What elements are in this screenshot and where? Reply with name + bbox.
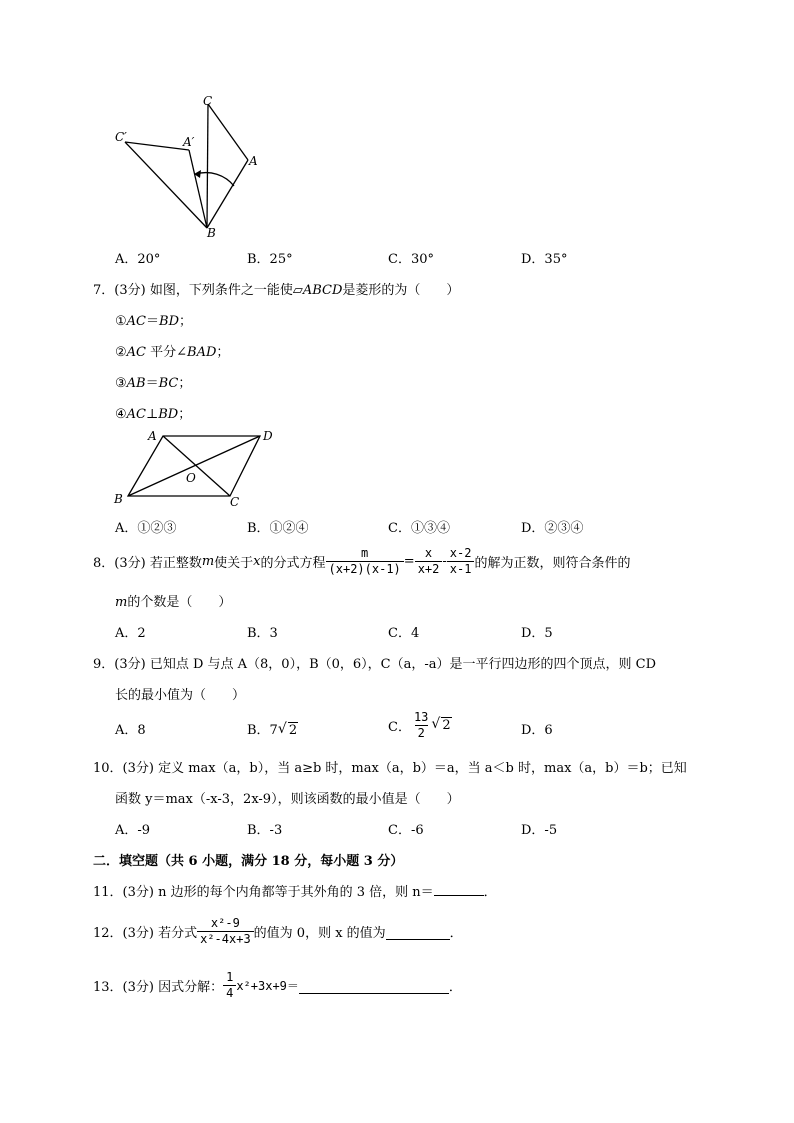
q9-option-a: A．8 <box>115 723 146 738</box>
q8-option-a: A．2 <box>115 626 146 641</box>
q9-option-b: B．7 √ 2 <box>247 721 298 738</box>
q10-option-a: A．-9 <box>115 823 151 838</box>
q7-condition-4: ④AC⊥BD； <box>115 407 192 422</box>
q7-condition-3: ③AB＝BC； <box>115 376 192 391</box>
section-heading: 二．填空题（共 6 小题，满分 18 分，每小题 3 分） <box>93 854 404 869</box>
q10-stem: 10．(3分) 定义 max（a，b），当 a≥b 时，max（a，b）＝a，当 a＜b 时，max（a，b）＝b；已知 <box>93 761 687 776</box>
label-A-prime: A′ <box>183 135 195 149</box>
q6-option-a: A．20° <box>115 252 161 267</box>
q7-stem: 7．(3分) 如图，下列条件之一能使▱ABCD是菱形的为（ ） <box>93 283 460 298</box>
q13-stem: 13．(3分) 因式分解： $\frac{1}{4}$ x²+3x+9＝ ． <box>93 970 462 1000</box>
q7-option-a: A．①②③ <box>115 521 177 536</box>
q7-condition-1: ①AC＝BD； <box>115 314 193 329</box>
label-A: A <box>249 154 258 168</box>
q13-fraction: $\frac{1}{4}$ <box>223 970 236 1001</box>
label-D: D <box>263 429 273 443</box>
q9-stem-line2: 长的最小值为（ ） <box>115 688 246 703</box>
q9-option-c: C． $\frac{13}{2}$ √ 2 <box>388 710 451 740</box>
q6-option-c: C．30° <box>388 252 434 267</box>
q12-stem: 12．(3分) 若分式 $\frac{\text{x²-9}}{\text{x²-4x+3}}$ 的值为 0，则 x 的值为 ． <box>93 916 463 946</box>
q6-option-d: D．35° <box>521 252 568 267</box>
q8-stem: 8．(3分) 若正整数 m 使关于 x 的分式方程 $\frac{m}{(x+2)(x-1)}$ = $\frac{x}{x+2}$ - $\frac{x-2}{x-1}$ 的解为正数，则符合条件的 <box>93 546 631 576</box>
q10-stem-line2: 函数 y＝max（-x-3，2x-9），则该函数的最小值是（ ） <box>115 792 460 807</box>
parallelogram-figure <box>108 426 283 510</box>
q6-option-b: B．25° <box>247 252 293 267</box>
q8-option-c: C．4 <box>388 626 420 641</box>
q11-stem: 11．(3分) n 边形的每个内角都等于其外角的 3 倍，则 n＝ ． <box>93 885 497 900</box>
label-O: O <box>186 471 196 485</box>
q7-option-c: C．①③④ <box>388 521 450 536</box>
q9-stem: 9．(3分) 已知点 D 与点 A（8，0），B（0，6），C（a，-a）是一平行四边形的四个顶点，则 CD <box>93 657 657 672</box>
q9-option-d: D．6 <box>521 723 553 738</box>
label-A: A <box>148 429 157 443</box>
label-C-prime: C′ <box>115 130 127 144</box>
q8-option-d: D．5 <box>521 626 553 641</box>
q10-option-d: D．-5 <box>521 823 558 838</box>
q12-fraction: $\frac{\text{x²-9}}{\text{x²-4x+3}}$ <box>197 916 254 947</box>
label-C: C <box>230 495 240 509</box>
label-B: B <box>207 226 216 240</box>
q8-option-b: B．3 <box>247 626 278 641</box>
label-C: C <box>203 94 213 108</box>
rotation-figure <box>108 90 268 240</box>
q8-fraction-1: $\frac{m}{(x+2)(x-1)}$ <box>326 546 404 577</box>
q10-option-b: B．-3 <box>247 823 283 838</box>
q8-fraction-3: $\frac{x-2}{x-1}$ <box>447 546 475 577</box>
q7-option-d: D．②③④ <box>521 521 584 536</box>
q8-fraction-2: $\frac{x}{x+2}$ <box>415 546 443 577</box>
label-B: B <box>114 492 123 506</box>
answer-blank[interactable] <box>299 977 449 994</box>
q7-option-b: B．①②④ <box>247 521 309 536</box>
q8-stem-line2: m的个数是（ ） <box>115 595 232 610</box>
q7-condition-2: ②AC 平分∠BAD； <box>115 345 230 360</box>
answer-blank[interactable] <box>386 923 450 940</box>
answer-blank[interactable] <box>434 895 484 896</box>
q10-option-c: C．-6 <box>388 823 424 838</box>
